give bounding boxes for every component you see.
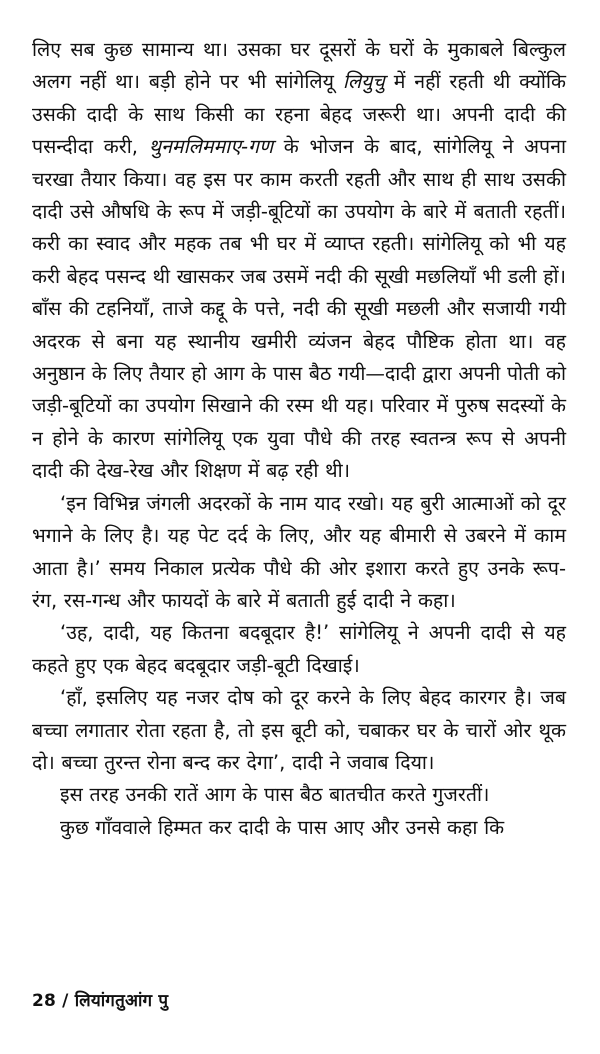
text-segment: ‘हाँ, इसलिए यह नजर दोष को दूर करने के लिए बेहद कारगर है। जब बच्चा लगातार रोता रहता है, तो इस बूटी को, चबाकर घर के चारों ओर थूक दो। बच्चा तुरन्त रोना बन्द कर देगा’, दादी ने जवाब दिया।	[32, 686, 566, 774]
text-segment: में नहीं रहती थी क्योंकि उसकी दादी के साथ किसी का रहना बेहद जरूरी था। अपनी दादी की पसन्दीदा करी,	[32, 70, 566, 159]
paragraph-4	[32, 682, 566, 779]
paragraph-3	[32, 617, 566, 682]
text-segment: लिए सब कुछ सामान्य था। उसका घर दूसरों के घरों के मुकाबले बिल्कुल अलग नहीं था। बड़ी होने पर भी सांगेलियू	[32, 38, 566, 94]
text-segment: कुछ गाँववाले हिम्मत कर दादी के पास आए और उनसे कहा कि	[60, 815, 505, 839]
paragraph-5	[32, 779, 566, 811]
paragraph-2	[32, 488, 566, 618]
body-text	[32, 34, 566, 844]
italic-term-curry-name: थुनमलिममाए-गण	[148, 135, 274, 159]
italic-term-liyuchu: लियुचु	[342, 70, 385, 94]
text-segment: ‘उह, दादी, यह कितना बदबूदार है!’ सांगेलियू ने अपनी दादी से यह कहते हुए एक बेहद बदबूदार जड़ी-बूटी दिखाई।	[32, 621, 566, 677]
text-segment: ‘इन विभिन्न जंगली अदरकों के नाम याद रखो। यह बुरी आत्माओं को दूर भगाने के लिए है। यह पेट दर्द के लिए, और यह बीमारी से उबरने में काम आता है।’ समय निकाल प्रत्येक पौधे की ओर इशारा करते हुए उनके रूप-रंग, रस-गन्ध और फायदों के बारे में बताती हुई दादी ने कहा।	[32, 491, 566, 612]
text-segment: के भोजन के बाद, सांगेलियू ने अपना चरखा तैयार किया। वह इस पर काम करती रहती और साथ ही साथ उसकी दादी उसे औषधि के रूप में जड़ी-बूटियों का उपयोग के बारे में बताती रहतीं। करी का स्वाद और महक तब भी घर में व्याप्त रहती। सांगेलियू को भी यह करी बेहद पसन्द थी खासकर जब उसमें नदी की सूखी मछलियाँ भी डली हों। बाँस की टहनियाँ, ताजे कद्दू के पत्ते, नदी की सूखी मछली और सजायी गयी अदरक से बना यह स्थानीय खमीरी व्यंजन बेहद पौष्टिक होता था। वह अनुष्ठान के लिए तैयार हो आग के पास बैठ गयी—दादी द्वारा अपनी पोती को जड़ी-बूटियों का उपयोग सिखाने की रस्म थी यह। परिवार में पुरुष सदस्यों के न होने के कारण सांगेलियू एक युवा पौधे की तरह स्वतन्त्र रूप से अपनी दादी की देख-रेख और शिक्षण में बढ़ रही थी।	[32, 135, 567, 483]
paragraph-6	[32, 812, 566, 844]
text-segment: इस तरह उनकी रातें आग के पास बैठ बातचीत करते गुजरतीं।	[60, 783, 490, 807]
page-footer: 28 / लियांगतुआंग पु	[32, 991, 169, 1011]
paragraph-1	[32, 34, 566, 488]
